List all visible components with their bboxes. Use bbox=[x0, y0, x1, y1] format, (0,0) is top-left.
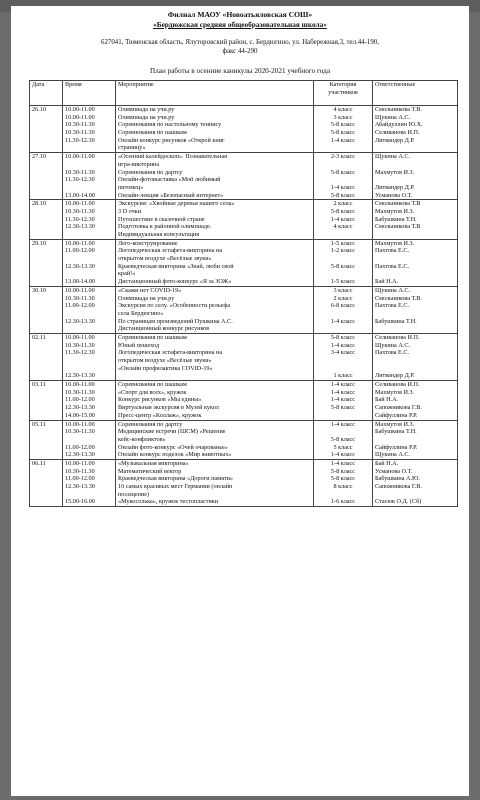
activity-text: «Мукосолька», кружок тестопластики bbox=[118, 498, 219, 506]
time-text: 10.30-11.30 bbox=[65, 207, 95, 215]
time-cell bbox=[63, 420, 116, 459]
time-text: 11.30-12.30 bbox=[65, 136, 95, 144]
responsible-text: Смольникова Т.В. bbox=[375, 294, 422, 302]
date-cell bbox=[30, 381, 63, 420]
responsible-text bbox=[375, 255, 455, 263]
date-cell bbox=[30, 333, 63, 380]
category-text bbox=[316, 357, 370, 365]
activity-text: Соревнования по шашкам bbox=[118, 129, 187, 137]
responsible-text: Пахтова Е.С. bbox=[375, 247, 410, 255]
category-text bbox=[316, 161, 370, 169]
category-text: 1-4 класс bbox=[330, 396, 356, 404]
activity-cell bbox=[116, 239, 314, 286]
activity-text: Онлайн-лекция «Безопасный интернет» bbox=[118, 191, 224, 199]
date-cell bbox=[30, 153, 63, 200]
time-text: 12.30-13.30 bbox=[65, 262, 95, 270]
category-text: 6-8 класс bbox=[330, 302, 356, 310]
responsible-text: Усманова О.Т. bbox=[375, 191, 413, 199]
time-text: 12.30-13.30 bbox=[65, 483, 95, 490]
time-text: 10.00-11.00 bbox=[65, 153, 95, 161]
responsible-text bbox=[375, 161, 455, 169]
responsible-text: Абайдуллин Ю.Х. bbox=[375, 121, 423, 129]
responsible-text bbox=[375, 310, 455, 318]
responsible-text: Смольникова Т.В. bbox=[375, 106, 422, 113]
category-text: 5-8 класс bbox=[330, 129, 356, 137]
time-text: 14.00-15.00 bbox=[65, 411, 95, 419]
time-cell bbox=[63, 381, 116, 420]
responsible-text bbox=[375, 357, 455, 365]
category-cell bbox=[314, 239, 373, 286]
date-text: 30.10 bbox=[32, 286, 46, 294]
category-text bbox=[316, 144, 370, 152]
category-cell bbox=[314, 286, 373, 333]
category-text: 4 класс bbox=[333, 223, 353, 231]
column-header-text: Дата bbox=[32, 81, 45, 88]
time-text bbox=[65, 231, 113, 239]
activity-text: Онлайн конкурс поделок «Мир животных» bbox=[118, 451, 232, 459]
activity-cell bbox=[116, 106, 314, 153]
school-title: «Бердюжская средняя общеобразовательная школа» bbox=[153, 20, 327, 29]
activity-text: Дистанционный конкурс рисунков bbox=[118, 325, 210, 333]
activity-text: «Скажи нет COVID-19» bbox=[118, 286, 182, 294]
category-text: 5-8 класс bbox=[330, 121, 356, 129]
date-text: 26.10 bbox=[32, 106, 46, 113]
time-text: 10.30-11.30 bbox=[65, 428, 95, 436]
category-text: 1 класс bbox=[333, 372, 353, 380]
responsible-text bbox=[375, 270, 455, 278]
responsible-text: Бабушкина А.Ю. bbox=[375, 475, 420, 483]
date-text: 03.11 bbox=[32, 381, 46, 389]
category-text: 1-6 класс bbox=[330, 498, 356, 506]
time-text bbox=[65, 184, 113, 192]
category-text: 1-4 класс bbox=[330, 451, 356, 459]
responsible-text: Стасюк О.Д. (Сб) bbox=[375, 498, 422, 506]
activity-text: край!» bbox=[118, 270, 136, 278]
activity-text: страницу» bbox=[118, 144, 146, 152]
time-text bbox=[65, 310, 113, 318]
column-header-text: Категория bbox=[329, 81, 357, 88]
category-text: 1-4 класс bbox=[330, 215, 356, 223]
time-text: 11.00-12.00 bbox=[65, 247, 95, 255]
responsible-text: Селиванова И.П. bbox=[375, 333, 420, 341]
category-text: 5-8 класс bbox=[330, 467, 356, 475]
time-text: 10.30-11.30 bbox=[65, 388, 95, 396]
time-cell bbox=[63, 153, 116, 200]
activity-cell bbox=[116, 459, 314, 506]
category-text: 4 класс bbox=[333, 106, 353, 113]
category-text: 1-4 класс bbox=[330, 459, 356, 467]
plan-title: План работы в осенние каникулы 2020-2021 учебного года bbox=[149, 67, 331, 75]
activity-text: Краеведческая викторина «Дороги памяти» bbox=[118, 475, 234, 483]
category-text bbox=[316, 365, 370, 373]
responsible-text: Махмутов И.З. bbox=[375, 420, 415, 428]
time-cell bbox=[63, 200, 116, 239]
time-text: 11.00-12.00 bbox=[65, 443, 95, 451]
time-text bbox=[65, 325, 113, 333]
date-cell bbox=[30, 420, 63, 459]
time-text: 12.30-13.30 bbox=[65, 223, 95, 231]
category-cell bbox=[314, 153, 373, 200]
time-text: 10.00-11.00 bbox=[65, 106, 95, 113]
activity-text: Логопедическая эстафета-викторина на bbox=[118, 349, 223, 357]
plan-table bbox=[29, 80, 458, 507]
category-text: 5-8 класс bbox=[330, 404, 356, 412]
category-text: 5-8 класс bbox=[330, 262, 356, 270]
activity-text: Лего-конструирование bbox=[118, 239, 178, 247]
time-text: 10.00-11.00 bbox=[65, 200, 95, 208]
activity-text: Олимпиада на учи.ру bbox=[118, 113, 175, 121]
activity-text: Дистанционный фото-конкурс «Я за ЗОЖ» bbox=[118, 278, 232, 286]
category-text bbox=[316, 255, 370, 263]
activity-text: Онлайн-фотовыставка «Мой любимый bbox=[118, 176, 221, 184]
address-line-2: факс 44-290 bbox=[222, 48, 258, 55]
responsible-text: Литвандер Д.Р. bbox=[375, 183, 415, 191]
responsible-text: Селиванова И.П. bbox=[375, 129, 420, 137]
category-text bbox=[316, 412, 370, 420]
time-text: 13.00-14.00 bbox=[65, 278, 95, 286]
category-cell bbox=[314, 420, 373, 459]
responsible-cell bbox=[373, 153, 458, 200]
column-header-text: Время bbox=[65, 81, 82, 88]
date-text: 28.10 bbox=[32, 200, 46, 208]
branch-title: Филиал МАОУ «Новоатьяловская СОШ» bbox=[167, 10, 313, 19]
category-cell bbox=[314, 106, 373, 153]
activity-text: Соревнования по настольному теннису bbox=[118, 121, 222, 129]
activity-text: Олимпиада на учи.ру bbox=[118, 294, 175, 302]
responsible-text bbox=[375, 491, 455, 499]
category-text bbox=[316, 270, 370, 278]
category-text bbox=[316, 231, 370, 239]
responsible-text: Щукина А.С. bbox=[375, 341, 411, 349]
time-text bbox=[65, 491, 113, 499]
time-text bbox=[65, 161, 113, 169]
time-text: 10.30-11.30 bbox=[65, 121, 95, 129]
time-cell bbox=[63, 239, 116, 286]
table-row bbox=[30, 381, 458, 420]
time-text: 12.30-13.30 bbox=[65, 372, 95, 380]
category-text: 1-4 класс bbox=[330, 317, 356, 325]
column-header-text: Ответственные bbox=[375, 81, 416, 88]
responsible-cell bbox=[373, 333, 458, 380]
activity-cell bbox=[116, 333, 314, 380]
category-text: 5-8 класс bbox=[330, 435, 356, 443]
responsible-text bbox=[375, 436, 455, 444]
category-text: 2 класс bbox=[333, 200, 353, 208]
category-text bbox=[316, 325, 370, 333]
time-text bbox=[65, 255, 113, 263]
responsible-text: Махмутов И.З. bbox=[375, 168, 415, 176]
header-cell-category bbox=[314, 81, 373, 106]
time-cell bbox=[63, 286, 116, 333]
category-text: 1-4 класс bbox=[330, 183, 356, 191]
time-cell bbox=[63, 333, 116, 380]
time-text: 10.30-11.30 bbox=[65, 168, 95, 176]
header-cell-time bbox=[63, 81, 116, 106]
column-header-text: Мероприятие bbox=[118, 81, 154, 88]
time-text: 10.30-11.30 bbox=[65, 341, 95, 349]
table-header-row bbox=[30, 81, 458, 106]
table-row bbox=[30, 420, 458, 459]
category-text: 3 класс bbox=[333, 113, 353, 121]
column-header-text: участников bbox=[328, 88, 358, 96]
time-text bbox=[65, 144, 113, 152]
header-cell-activity bbox=[116, 81, 314, 106]
activity-text: игра-викторина bbox=[118, 160, 160, 168]
activity-text: «Музыкальная викторина» bbox=[118, 459, 189, 467]
responsible-text: Селиванова И.П. bbox=[375, 381, 420, 389]
activity-text: Путешествие в сказочной стране bbox=[118, 215, 205, 223]
category-text: 1-2 класс bbox=[330, 247, 356, 255]
date-cell bbox=[30, 286, 63, 333]
responsible-cell bbox=[373, 239, 458, 286]
responsible-text: Литвандер Д.Р. bbox=[375, 136, 415, 144]
activity-text: Виртуальная экскурсия в Музей кукол bbox=[118, 404, 219, 412]
category-text bbox=[316, 491, 370, 499]
responsible-text bbox=[375, 325, 455, 333]
activity-text: Математический вектор bbox=[118, 467, 182, 475]
time-text: 15.00-16.00 bbox=[65, 498, 95, 506]
activity-cell bbox=[116, 153, 314, 200]
time-text bbox=[65, 436, 113, 444]
category-text: 2-3 класс bbox=[330, 153, 356, 161]
activity-text: Индивидуальная консультация bbox=[118, 231, 200, 238]
activity-text: открытом воздухе «Весёлые звуки» bbox=[118, 255, 212, 263]
activity-text: Онлайн конкурс рисунков «Открой книг bbox=[118, 136, 225, 144]
activity-cell bbox=[116, 420, 314, 459]
activity-text: Соревнования по шашкам bbox=[118, 333, 187, 341]
time-text: 10.00-11.00 bbox=[65, 333, 95, 341]
responsible-text: Бабушкина Т.Н. bbox=[375, 215, 417, 223]
time-text: 12.30-13.30 bbox=[65, 404, 95, 412]
responsible-cell bbox=[373, 200, 458, 239]
activity-text: кейс-конфликтов» bbox=[118, 435, 166, 443]
category-text: 5 класс bbox=[333, 443, 353, 451]
category-cell bbox=[314, 200, 373, 239]
category-text: 3-4 класс bbox=[330, 349, 356, 357]
responsible-text: Щукина А.С. bbox=[375, 113, 411, 121]
table-row bbox=[30, 239, 458, 286]
category-text bbox=[316, 428, 370, 436]
time-text: 11.30-12.30 bbox=[65, 176, 95, 184]
activity-text: «Онлайн профилактика COVID-19» bbox=[118, 364, 213, 372]
category-text: 1-4 класс bbox=[330, 388, 356, 396]
category-text: 5-8 класс bbox=[330, 207, 356, 215]
table-row bbox=[30, 286, 458, 333]
table-row bbox=[30, 153, 458, 200]
responsible-cell bbox=[373, 106, 458, 153]
responsible-text bbox=[375, 176, 455, 184]
activity-cell bbox=[116, 200, 314, 239]
activity-text: Экскурсия по селу. «Особенности рельефа bbox=[118, 302, 231, 310]
responsible-text: Махмутов И.З. bbox=[375, 239, 415, 247]
date-cell bbox=[30, 106, 63, 153]
date-text: 29.10 bbox=[32, 239, 46, 247]
responsible-text: Бай Н.А. bbox=[375, 396, 399, 404]
category-text: 5-8 класс bbox=[330, 475, 356, 483]
time-text: 11.00-12.00 bbox=[65, 302, 95, 310]
activity-cell bbox=[116, 381, 314, 420]
activity-text: открытом воздухе «Весёлые звуки» bbox=[118, 357, 212, 364]
table-row bbox=[30, 200, 458, 239]
activity-text: села Бердюгино» bbox=[118, 309, 164, 317]
category-text: 1-4 класс bbox=[330, 420, 356, 428]
time-text: 10.00-11.00 bbox=[65, 113, 95, 121]
category-text: 1-5 класс bbox=[330, 239, 356, 247]
responsible-cell bbox=[373, 459, 458, 506]
time-text: 12.30-13.30 bbox=[65, 451, 95, 459]
category-text: 5-8 класс bbox=[330, 333, 356, 341]
time-text: 10.00-11.00 bbox=[65, 239, 95, 247]
time-text bbox=[65, 365, 113, 373]
activity-text: Олимпиада на учи.ру bbox=[118, 106, 175, 113]
table-row bbox=[30, 459, 458, 506]
responsible-text: Бай Н.А. bbox=[375, 278, 399, 286]
category-cell bbox=[314, 459, 373, 506]
plan-table-body bbox=[30, 106, 458, 507]
date-cell bbox=[30, 200, 63, 239]
responsible-text: Махмутов И.З. bbox=[375, 388, 415, 396]
activity-text: Юный пешеход bbox=[118, 341, 160, 349]
category-text bbox=[316, 176, 370, 184]
activity-text bbox=[118, 372, 311, 380]
activity-text: 3 D очки bbox=[118, 207, 142, 215]
activity-text: Логопедическая эстафета-викторина на bbox=[118, 247, 223, 255]
address-line-1: 627041, Тюменская область, Ялуторовский район, с. Бердюгино, ул. Набережная,3, тел.44-190, bbox=[101, 39, 379, 46]
date-text: 02.11 bbox=[32, 333, 46, 341]
category-text: 5-8 класс bbox=[330, 168, 356, 176]
time-text: 10.00-11.00 bbox=[65, 286, 95, 294]
time-text: 11.30-12.30 bbox=[65, 349, 95, 357]
time-cell bbox=[63, 459, 116, 506]
responsible-text: Смольникова Т.В bbox=[375, 223, 421, 231]
responsible-text: Пахтова Е.С. bbox=[375, 349, 410, 357]
responsible-text: Бабушкина Т.Н. bbox=[375, 317, 417, 325]
date-cell bbox=[30, 239, 63, 286]
responsible-text: Щукина А.С. bbox=[375, 153, 411, 161]
time-text: 10.30-11.30 bbox=[65, 294, 95, 302]
responsible-text: Бабушкина Т.Н. bbox=[375, 428, 417, 436]
activity-text: 10 самых красивых мест Германии (онлайн bbox=[118, 483, 233, 490]
responsible-text: Сайфуллина Р.Р. bbox=[375, 443, 418, 451]
activity-cell bbox=[116, 286, 314, 333]
time-text: 12.30-13.30 bbox=[65, 317, 95, 325]
responsible-text bbox=[375, 365, 455, 373]
date-cell bbox=[30, 459, 63, 506]
category-text: 2 класс bbox=[333, 294, 353, 302]
category-text: 1-4 класс bbox=[330, 341, 356, 349]
responsible-cell bbox=[373, 381, 458, 420]
activity-text: Подготовка к районной олимпиаде. bbox=[118, 223, 212, 231]
activity-text: Медицинские встречи (ШСМ) «Решение bbox=[118, 428, 226, 436]
time-text: 10.00-11.00 bbox=[65, 420, 95, 428]
header-cell-responsible bbox=[373, 81, 458, 106]
category-text bbox=[316, 310, 370, 318]
date-text: 05.11 bbox=[32, 420, 46, 428]
table-row bbox=[30, 106, 458, 153]
activity-text: Краеведческая викторина «Знай, люби свой bbox=[118, 262, 234, 270]
time-cell bbox=[63, 106, 116, 153]
responsible-text: Пахтова Е.С. bbox=[375, 302, 410, 310]
header-cell-date bbox=[30, 81, 63, 106]
responsible-text bbox=[375, 144, 455, 152]
responsible-text: Щукина А.С. bbox=[375, 286, 411, 294]
responsible-text: Сапожникова Г.В. bbox=[375, 404, 422, 412]
responsible-text: Смольникова Т.В bbox=[375, 200, 421, 208]
time-text: 11.30-12.30 bbox=[65, 215, 95, 223]
category-cell bbox=[314, 333, 373, 380]
category-cell bbox=[314, 381, 373, 420]
category-text: 8 класс bbox=[333, 483, 353, 490]
date-text: 27.10 bbox=[32, 153, 46, 161]
category-text: 1-4 класс bbox=[330, 136, 356, 144]
time-text: 10.30-11.30 bbox=[65, 129, 95, 137]
responsible-cell bbox=[373, 286, 458, 333]
responsible-text: Пахтова Е.С. bbox=[375, 262, 410, 270]
time-text: 10.00-11.00 bbox=[65, 459, 95, 467]
category-text: 5-8 класс bbox=[330, 191, 356, 199]
time-text: 13.00-14.00 bbox=[65, 191, 95, 199]
responsible-text bbox=[375, 231, 455, 239]
time-text: 10.00-11.00 bbox=[65, 381, 95, 389]
time-text: 10.30-11.30 bbox=[65, 467, 95, 475]
time-text: 11.00-12.00 bbox=[65, 396, 95, 404]
responsible-text: Щукина А.С. bbox=[375, 451, 411, 459]
activity-text: «Осенний калейдоскоп». Познавательная bbox=[118, 153, 227, 161]
responsible-text: Бай Н.А. bbox=[375, 459, 399, 467]
responsible-text: Сапожникова Г.В. bbox=[375, 483, 422, 490]
activity-text: Онлайн фото-конкурс «Очей очарованье» bbox=[118, 443, 228, 451]
activity-text: Соревнования по дартсу bbox=[118, 420, 183, 428]
activity-text: Пресс-центр «Коллаж», кружок bbox=[118, 411, 202, 419]
table-row bbox=[30, 333, 458, 380]
time-text bbox=[65, 270, 113, 278]
time-text: 11.00-12.00 bbox=[65, 475, 95, 483]
category-text: 1-4 класс bbox=[330, 381, 356, 389]
activity-text: По страницам произведений Пушкина А.С. bbox=[118, 317, 233, 325]
responsible-text: Сайфуллина Р.Р. bbox=[375, 411, 418, 419]
responsible-text: Махмутов И.З. bbox=[375, 207, 415, 215]
time-text bbox=[65, 357, 113, 365]
activity-text: Конкурс рисунков «Мы едины» bbox=[118, 396, 202, 404]
activity-text: посещение) bbox=[118, 490, 150, 498]
date-text: 06.11 bbox=[32, 459, 46, 467]
activity-text: «Спорт для всех», кружок bbox=[118, 388, 187, 396]
activity-text: Соревнования по шашкам bbox=[118, 381, 187, 389]
responsible-text: Усманова О.Т. bbox=[375, 467, 413, 475]
activity-text: Соревнования по дартсу bbox=[118, 168, 183, 176]
responsible-text: Литвандер Д.Р. bbox=[375, 372, 415, 380]
category-text: 1-5 класс bbox=[330, 278, 356, 286]
activity-text: питомец» bbox=[118, 183, 144, 191]
document-page bbox=[11, 6, 469, 796]
responsible-cell bbox=[373, 420, 458, 459]
category-text: 3 класс bbox=[333, 286, 353, 294]
activity-text: Экскурсия: «Хвойные деревья нашего села» bbox=[118, 200, 235, 208]
